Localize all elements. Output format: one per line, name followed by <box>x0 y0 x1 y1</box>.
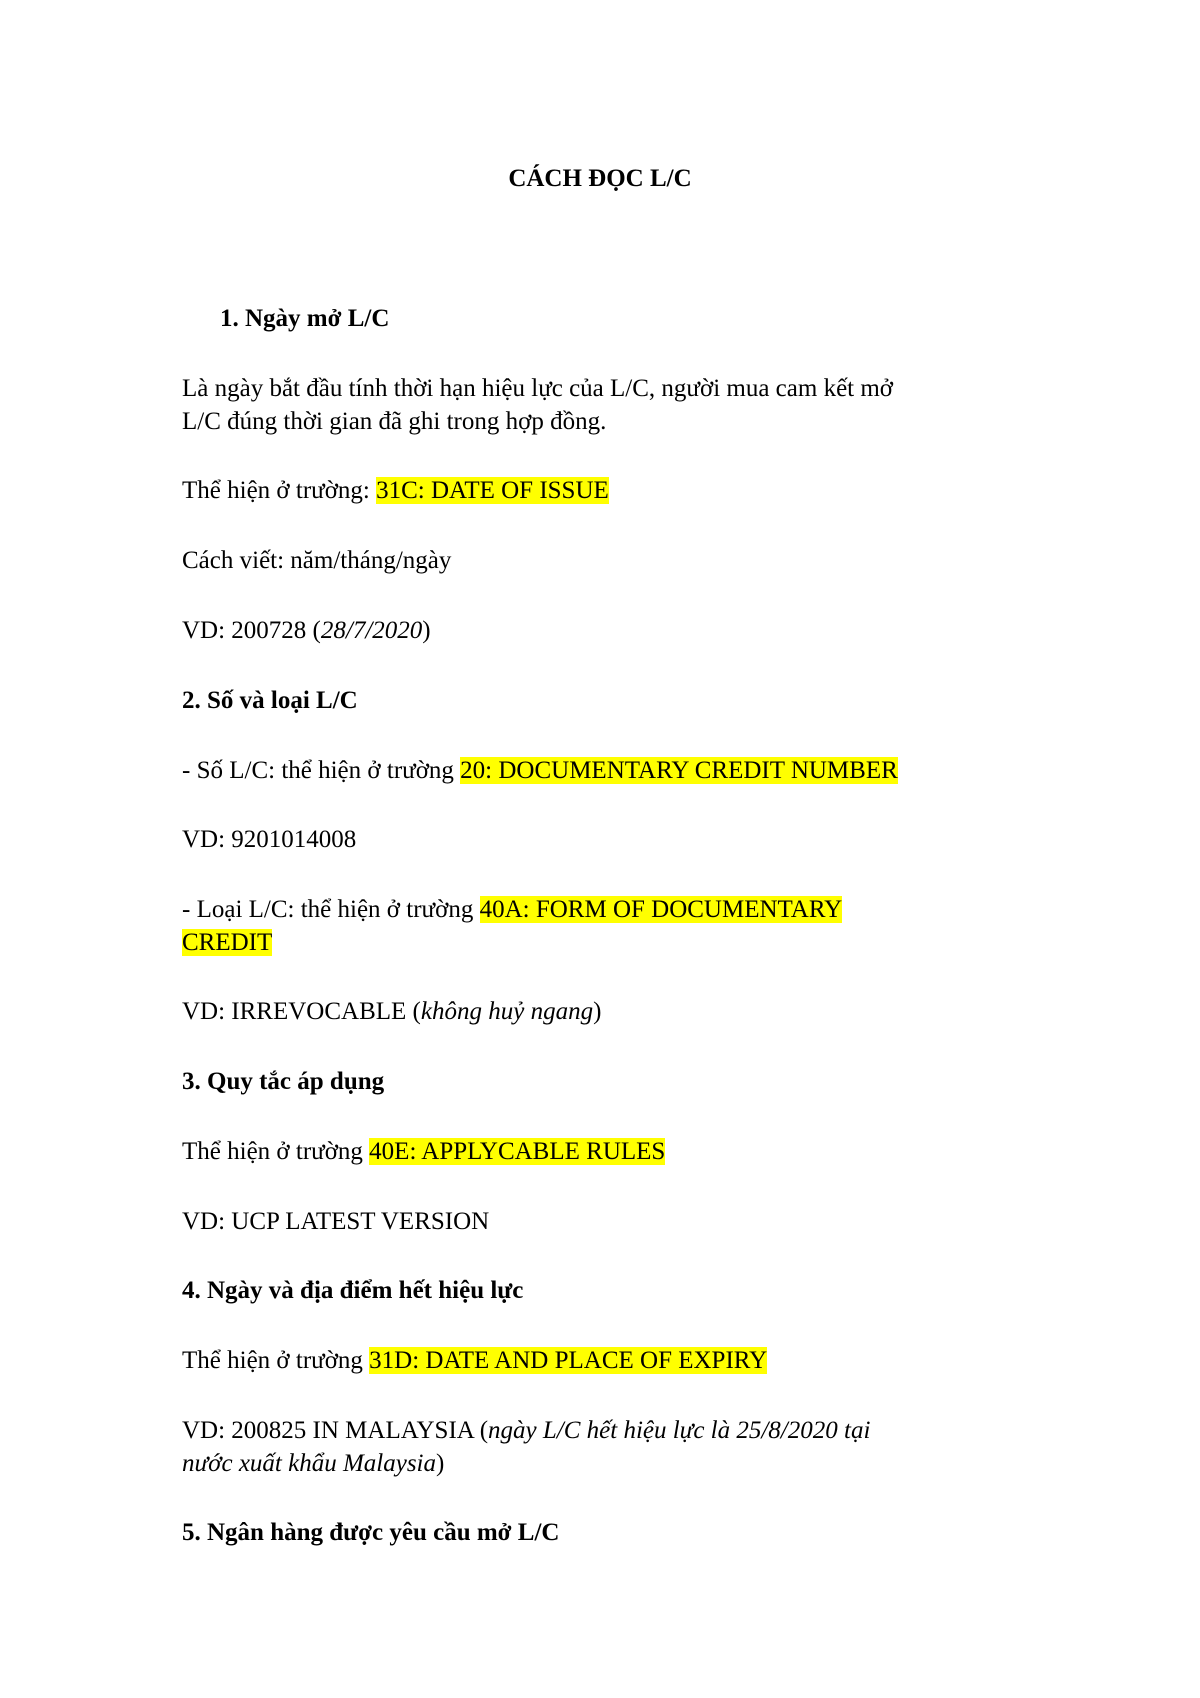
section-4-field <box>182 1344 1022 1377</box>
section-2-type-example <box>182 995 1022 1028</box>
field-label: - Loại L/C: thể hiện ở trường <box>182 896 480 923</box>
section-3-field <box>182 1135 1022 1168</box>
section-2-type-field <box>182 893 1022 926</box>
section-4-example <box>182 1414 1022 1447</box>
section-1-description-line-1: Là ngày bắt đầu tính thời hạn hiệu lực của L/C, người mua cam kết mở <box>182 375 894 402</box>
example-suffix: ) <box>436 1450 445 1477</box>
section-3-heading: 3. Quy tắc áp dụng <box>182 1068 385 1095</box>
section-1-example <box>182 614 1022 647</box>
field-code-highlight: 20: DOCUMENTARY CREDIT NUMBER <box>460 757 898 784</box>
field-code-highlight: 31D: DATE AND PLACE OF EXPIRY <box>369 1347 768 1374</box>
section-3-example: VD: UCP LATEST VERSION <box>182 1208 490 1235</box>
example-note: ngày L/C hết hiệu lực là 25/8/2020 tại <box>488 1417 871 1444</box>
field-label: Thể hiện ở trường <box>182 1347 370 1374</box>
example-suffix: ) <box>422 617 431 644</box>
section-1-format: Cách viết: năm/tháng/ngày <box>182 547 452 574</box>
field-code-highlight: 31C: DATE OF ISSUE <box>376 477 609 504</box>
field-label: Thể hiện ở trường: <box>182 477 377 504</box>
section-2-heading: 2. Số và loại L/C <box>182 687 358 714</box>
field-code-highlight: 40A: FORM OF DOCUMENTARY <box>479 896 843 923</box>
section-1-field <box>182 474 1022 507</box>
section-2-number-field <box>182 754 1022 787</box>
section-4-example-continued <box>182 1447 1022 1480</box>
field-code-highlight: CREDIT <box>182 929 273 956</box>
field-label: - Số L/C: thể hiện ở trường <box>182 757 461 784</box>
section-5-heading: 5. Ngân hàng được yêu cầu mở L/C <box>182 1519 560 1546</box>
example-note: nước xuất khẩu Malaysia <box>182 1450 437 1477</box>
example-suffix: ) <box>593 998 602 1025</box>
section-2-type-field-continued <box>182 926 1022 959</box>
example-text: VD: 200825 IN MALAYSIA ( <box>182 1417 489 1444</box>
field-label: Thể hiện ở trường <box>182 1138 370 1165</box>
field-code-highlight: 40E: APPLYCABLE RULES <box>369 1138 666 1165</box>
section-1-description-line-2: L/C đúng thời gian đã ghi trong hợp đồng. <box>182 408 607 435</box>
section-4-heading: 4. Ngày và địa điểm hết hiệu lực <box>182 1277 524 1304</box>
example-note: 28/7/2020 <box>320 617 423 644</box>
example-note: không huỷ ngang <box>420 998 594 1025</box>
example-text: VD: IRREVOCABLE ( <box>182 998 421 1025</box>
section-2-number-example: VD: 9201014008 <box>182 826 357 853</box>
example-text: VD: 200728 ( <box>182 617 321 644</box>
section-1-heading: 1. Ngày mở L/C <box>220 305 390 332</box>
document-title: CÁCH ĐỌC L/C <box>508 165 692 192</box>
